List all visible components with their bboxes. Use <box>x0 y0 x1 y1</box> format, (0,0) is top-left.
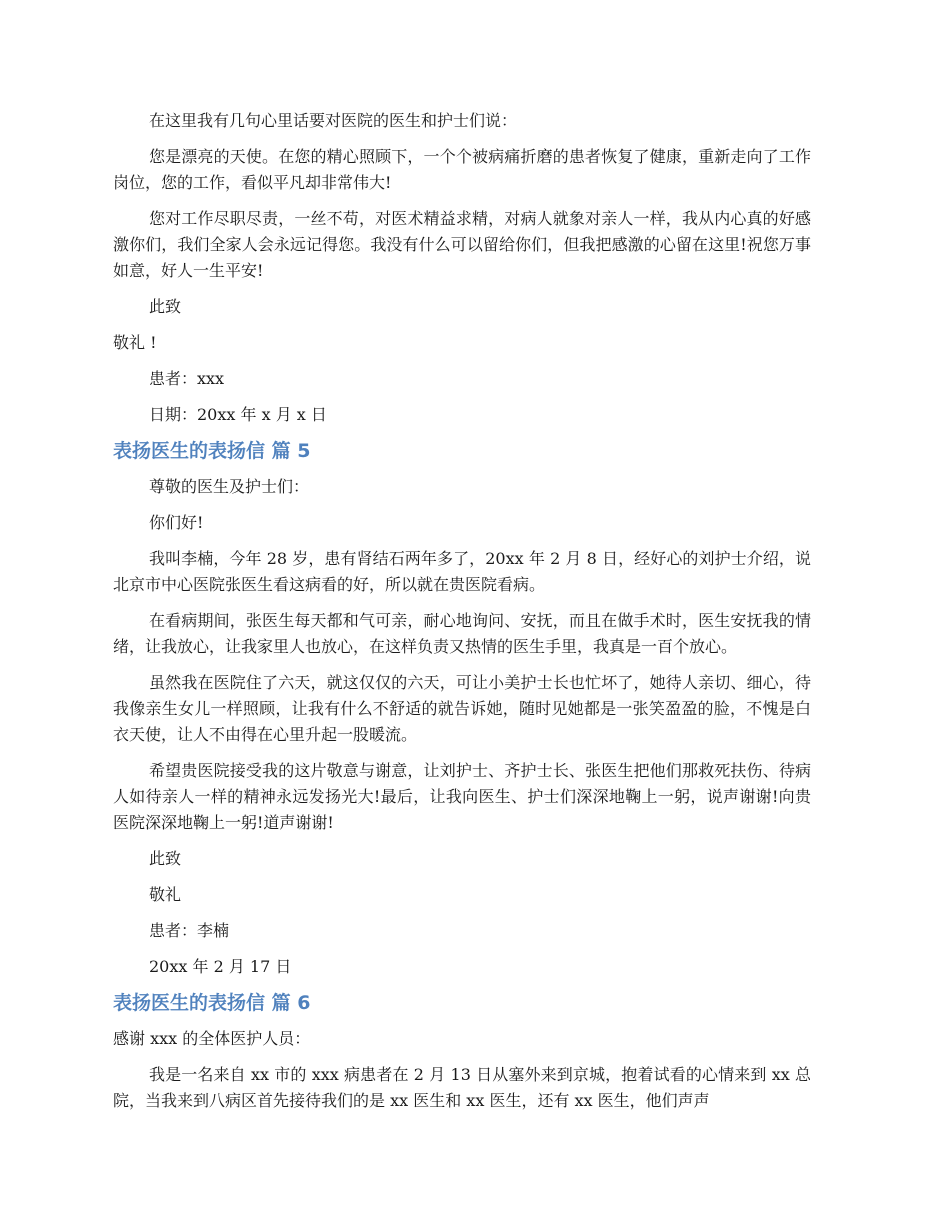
paragraph: 您对工作尽职尽责，一丝不苟，对医术精益求精，对病人就象对亲人一样，我从内心真的好感激你们，我们全家人会永远记得您。我没有什么可以留给你们，但我把感激的心留在这里!祝您万事如意，好人一生平安! <box>113 209 811 280</box>
greeting-line: 尊敬的医生及护士们： <box>149 477 310 496</box>
section-heading: 表扬医生的表扬信 篇 5 <box>113 440 311 462</box>
salute-line: 敬礼 ! <box>113 333 157 352</box>
signer-line: 患者：李楠 <box>149 921 230 940</box>
salute-line: 敬礼 <box>149 885 182 904</box>
paragraph: 虽然我在医院住了六天，就这仅仅的六天，可让小美护士长也忙坏了，她待人亲切、细心，待我像亲生女儿一样照顾，让我有什么不舒适的就告诉她，随时见她都是一张笑盈盈的脸，不愧是白衣天使，让人不由得在心里升起一股暖流。 <box>113 673 811 744</box>
greeting-line: 感谢 xxx 的全体医护人员： <box>113 1029 311 1048</box>
paragraph: 我是一名来自 xx 市的 xxx 病患者在 2 月 13 日从塞外来到京城，抱着试看的心情来到 xx 总院，当我来到八病区首先接待我们的是 xx 医生和 xx 医生，还有 xx 医生，他们声声 <box>113 1065 811 1110</box>
paragraph: 希望贵医院接受我的这片敬意与谢意，让刘护士、齐护士长、张医生把他们那救死扶伤、待病人如待亲人一样的精神永远发扬光大!最后，让我向医生、护士们深深地鞠上一躬，说声谢谢!向贵医院深深地鞠上一躬!道声谢谢! <box>113 761 811 832</box>
paragraph: 在这里我有几句心里话要对医院的医生和护士们说： <box>149 111 518 130</box>
document-body <box>113 108 811 1124</box>
closing-line: 此致 <box>149 297 182 316</box>
paragraph: 您是漂亮的天使。在您的精心照顾下，一个个被病痛折磨的患者恢复了健康，重新走向了工作岗位，您的工作，看似平凡却非常伟大! <box>113 147 811 192</box>
hello-line: 你们好! <box>149 513 204 532</box>
signer-line: 患者：xxx <box>149 369 225 388</box>
paragraph: 在看病期间，张医生每天都和气可亲，耐心地询问、安抚，而且在做手术时，医生安抚我的情绪，让我放心，让我家里人也放心，在这样负责又热情的医生手里，我真是一百个放心。 <box>113 611 811 656</box>
date-line: 20xx 年 2 月 17 日 <box>149 957 292 976</box>
section-heading: 表扬医生的表扬信 篇 6 <box>113 992 311 1014</box>
closing-line: 此致 <box>149 849 182 868</box>
date-line: 日期：20xx 年 x 月 x 日 <box>149 405 327 424</box>
paragraph: 我叫李楠，今年 28 岁，患有肾结石两年多了，20xx 年 2 月 8 日，经好心的刘护士介绍，说北京市中心医院张医生看这病看的好，所以就在贵医院看病。 <box>113 549 811 594</box>
